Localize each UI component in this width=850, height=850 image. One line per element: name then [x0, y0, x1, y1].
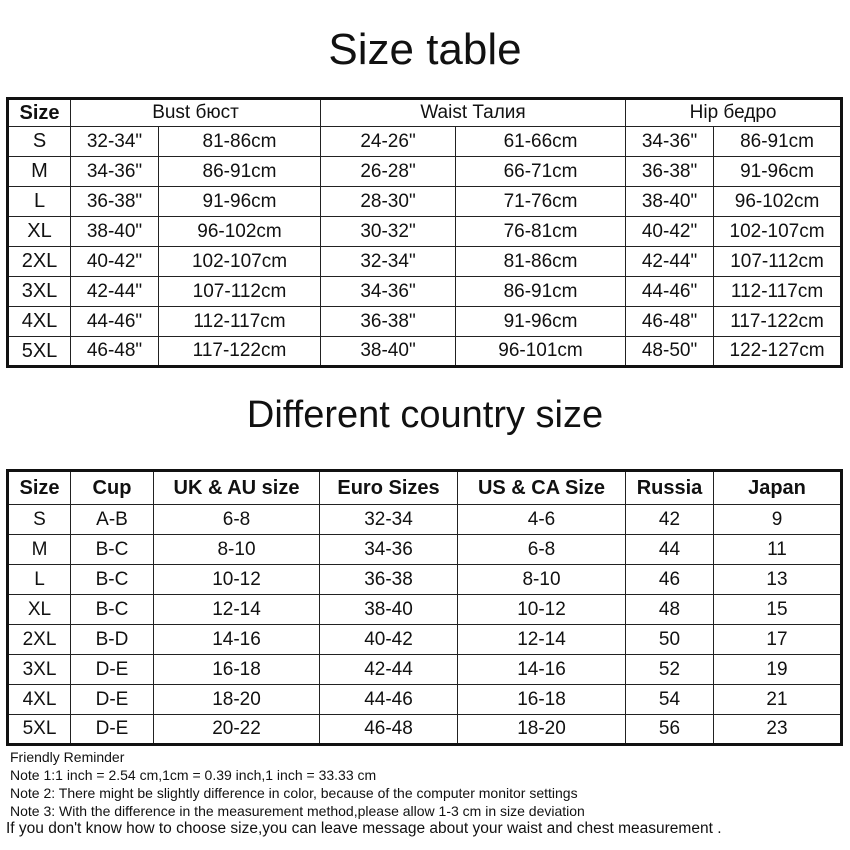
- size-cell-size: S: [8, 127, 71, 157]
- friendly-reminder: Friendly Reminder: [10, 749, 125, 765]
- size-cell-size: 5XL: [8, 337, 71, 367]
- size-cell-size: XL: [8, 217, 71, 247]
- country-cell-japan: 21: [714, 685, 842, 715]
- country-cell-japan: 17: [714, 625, 842, 655]
- country-cell-uk-au: 16-18: [154, 655, 320, 685]
- size-cell-waist-in: 36-38": [321, 307, 456, 337]
- size-cell-size: M: [8, 157, 71, 187]
- size-cell-hip-cm: 107-112cm: [714, 247, 842, 277]
- size-cell-hip-in: 42-44": [626, 247, 714, 277]
- size-cell-waist-in: 38-40": [321, 337, 456, 367]
- country-cell-uk-au: 18-20: [154, 685, 320, 715]
- country-cell-cup: B-D: [71, 625, 154, 655]
- size-cell-hip-cm: 102-107cm: [714, 217, 842, 247]
- size-cell-hip-cm: 122-127cm: [714, 337, 842, 367]
- size-cell-hip-in: 34-36": [626, 127, 714, 157]
- country-size-table: [6, 469, 843, 746]
- table-row: [8, 277, 842, 307]
- size-cell-size: 2XL: [8, 247, 71, 277]
- country-cell-japan: 11: [714, 535, 842, 565]
- size-cell-bust-cm: 102-107cm: [159, 247, 321, 277]
- country-cell-size: 2XL: [8, 625, 71, 655]
- country-cell-russia: 44: [626, 535, 714, 565]
- size-cell-hip-cm: 117-122cm: [714, 307, 842, 337]
- country-cell-uk-au: 20-22: [154, 715, 320, 745]
- size-cell-waist-cm: 71-76cm: [456, 187, 626, 217]
- table-row: [8, 715, 842, 745]
- table-row: [8, 217, 842, 247]
- country-cell-russia: 42: [626, 505, 714, 535]
- table-row: [8, 505, 842, 535]
- size-cell-waist-cm: 76-81cm: [456, 217, 626, 247]
- size-cell-waist-cm: 86-91cm: [456, 277, 626, 307]
- bust-header: Bust бюст: [71, 99, 321, 127]
- size-cell-hip-cm: 91-96cm: [714, 157, 842, 187]
- note-1: Note 1:1 inch = 2.54 cm,1cm = 0.39 inch,1 inch = 33.33 cm: [10, 767, 377, 783]
- size-cell-bust-in: 40-42": [71, 247, 159, 277]
- country-cell-japan: 15: [714, 595, 842, 625]
- size-cell-waist-cm: 61-66cm: [456, 127, 626, 157]
- country-header-russia: Russia: [626, 471, 714, 505]
- country-cell-us-ca: 18-20: [458, 715, 626, 745]
- country-cell-uk-au: 8-10: [154, 535, 320, 565]
- country-cell-us-ca: 14-16: [458, 655, 626, 685]
- table-row: [8, 247, 842, 277]
- size-cell-bust-cm: 81-86cm: [159, 127, 321, 157]
- country-cell-cup: D-E: [71, 685, 154, 715]
- size-cell-size: L: [8, 187, 71, 217]
- size-table-header-row: [8, 99, 842, 127]
- country-cell-size: XL: [8, 595, 71, 625]
- size-cell-size: 4XL: [8, 307, 71, 337]
- table-row: [8, 157, 842, 187]
- country-cell-us-ca: 12-14: [458, 625, 626, 655]
- size-header: Size: [8, 99, 71, 127]
- size-cell-hip-in: 40-42": [626, 217, 714, 247]
- country-cell-size: 5XL: [8, 715, 71, 745]
- country-cell-cup: D-E: [71, 655, 154, 685]
- country-cell-uk-au: 12-14: [154, 595, 320, 625]
- table-row: [8, 655, 842, 685]
- country-cell-uk-au: 14-16: [154, 625, 320, 655]
- size-cell-waist-cm: 81-86cm: [456, 247, 626, 277]
- size-cell-hip-in: 36-38": [626, 157, 714, 187]
- size-table-title: Size table: [328, 25, 522, 74]
- size-cell-waist-cm: 66-71cm: [456, 157, 626, 187]
- size-cell-bust-cm: 117-122cm: [159, 337, 321, 367]
- size-cell-bust-cm: 112-117cm: [159, 307, 321, 337]
- size-cell-bust-cm: 96-102cm: [159, 217, 321, 247]
- country-table-body: [8, 505, 842, 745]
- country-cell-cup: A-B: [71, 505, 154, 535]
- size-cell-bust-in: 38-40": [71, 217, 159, 247]
- country-cell-euro: 36-38: [320, 565, 458, 595]
- country-cell-euro: 42-44: [320, 655, 458, 685]
- country-cell-uk-au: 10-12: [154, 565, 320, 595]
- country-cell-russia: 46: [626, 565, 714, 595]
- country-cell-japan: 23: [714, 715, 842, 745]
- country-header-cup: Cup: [71, 471, 154, 505]
- country-cell-euro: 34-36: [320, 535, 458, 565]
- notes-section: [6, 748, 840, 838]
- size-cell-bust-cm: 86-91cm: [159, 157, 321, 187]
- country-cell-us-ca: 16-18: [458, 685, 626, 715]
- country-cell-russia: 54: [626, 685, 714, 715]
- size-cell-waist-cm: 91-96cm: [456, 307, 626, 337]
- table-row: [8, 565, 842, 595]
- country-cell-russia: 56: [626, 715, 714, 745]
- size-cell-bust-in: 36-38": [71, 187, 159, 217]
- size-cell-waist-in: 26-28": [321, 157, 456, 187]
- size-cell-hip-in: 44-46": [626, 277, 714, 307]
- table-row: [8, 337, 842, 367]
- size-cell-bust-in: 46-48": [71, 337, 159, 367]
- size-cell-waist-in: 32-34": [321, 247, 456, 277]
- country-cell-japan: 13: [714, 565, 842, 595]
- country-header-japan: Japan: [714, 471, 842, 505]
- country-table-header-row: [8, 471, 842, 505]
- country-cell-cup: B-C: [71, 595, 154, 625]
- country-cell-cup: D-E: [71, 715, 154, 745]
- size-cell-hip-in: 48-50": [626, 337, 714, 367]
- country-cell-japan: 19: [714, 655, 842, 685]
- table-row: [8, 595, 842, 625]
- table-row: [8, 625, 842, 655]
- country-cell-euro: 32-34: [320, 505, 458, 535]
- size-cell-bust-in: 34-36": [71, 157, 159, 187]
- size-cell-bust-cm: 107-112cm: [159, 277, 321, 307]
- country-cell-us-ca: 10-12: [458, 595, 626, 625]
- country-cell-size: S: [8, 505, 71, 535]
- country-cell-size: M: [8, 535, 71, 565]
- country-cell-size: L: [8, 565, 71, 595]
- table-row: [8, 127, 842, 157]
- size-cell-size: 3XL: [8, 277, 71, 307]
- country-cell-size: 4XL: [8, 685, 71, 715]
- country-cell-russia: 48: [626, 595, 714, 625]
- country-cell-size: 3XL: [8, 655, 71, 685]
- country-cell-euro: 44-46: [320, 685, 458, 715]
- size-cell-waist-in: 30-32": [321, 217, 456, 247]
- size-cell-hip-cm: 86-91cm: [714, 127, 842, 157]
- size-cell-bust-in: 44-46": [71, 307, 159, 337]
- size-cell-waist-in: 28-30": [321, 187, 456, 217]
- country-header-uk-au: UK & AU size: [154, 471, 320, 505]
- table-row: [8, 307, 842, 337]
- size-cell-hip-in: 38-40": [626, 187, 714, 217]
- size-cell-hip-in: 46-48": [626, 307, 714, 337]
- size-cell-waist-in: 34-36": [321, 277, 456, 307]
- size-cell-hip-cm: 112-117cm: [714, 277, 842, 307]
- size-table: [6, 97, 843, 368]
- note-3: Note 3: With the difference in the measurement method,please allow 1-3 cm in size deviation: [10, 803, 585, 819]
- country-header-euro: Euro Sizes: [320, 471, 458, 505]
- country-table-title: Different country size: [246, 394, 604, 436]
- country-cell-japan: 9: [714, 505, 842, 535]
- country-cell-cup: B-C: [71, 535, 154, 565]
- note-2: Note 2: There might be slightly difference in color, because of the computer monitor settings: [10, 785, 578, 801]
- table-row: [8, 535, 842, 565]
- waist-header: Waist Талия: [321, 99, 626, 127]
- country-header-us-ca: US & CA Size: [458, 471, 626, 505]
- country-cell-russia: 50: [626, 625, 714, 655]
- size-cell-waist-in: 24-26": [321, 127, 456, 157]
- country-cell-us-ca: 4-6: [458, 505, 626, 535]
- size-cell-hip-cm: 96-102cm: [714, 187, 842, 217]
- country-cell-euro: 40-42: [320, 625, 458, 655]
- country-cell-russia: 52: [626, 655, 714, 685]
- table-row: [8, 187, 842, 217]
- country-cell-cup: B-C: [71, 565, 154, 595]
- hip-header: Hip бедро: [626, 99, 842, 127]
- country-cell-euro: 38-40: [320, 595, 458, 625]
- size-advice-footer: If you don't know how to choose size,you can leave message about your waist and chest measurement .: [6, 820, 722, 837]
- country-cell-uk-au: 6-8: [154, 505, 320, 535]
- size-cell-bust-in: 42-44": [71, 277, 159, 307]
- country-cell-us-ca: 6-8: [458, 535, 626, 565]
- country-cell-us-ca: 8-10: [458, 565, 626, 595]
- size-cell-bust-in: 32-34": [71, 127, 159, 157]
- table-row: [8, 685, 842, 715]
- country-header-size: Size: [8, 471, 71, 505]
- size-cell-bust-cm: 91-96cm: [159, 187, 321, 217]
- size-table-body: [8, 127, 842, 367]
- size-cell-waist-cm: 96-101cm: [456, 337, 626, 367]
- country-cell-euro: 46-48: [320, 715, 458, 745]
